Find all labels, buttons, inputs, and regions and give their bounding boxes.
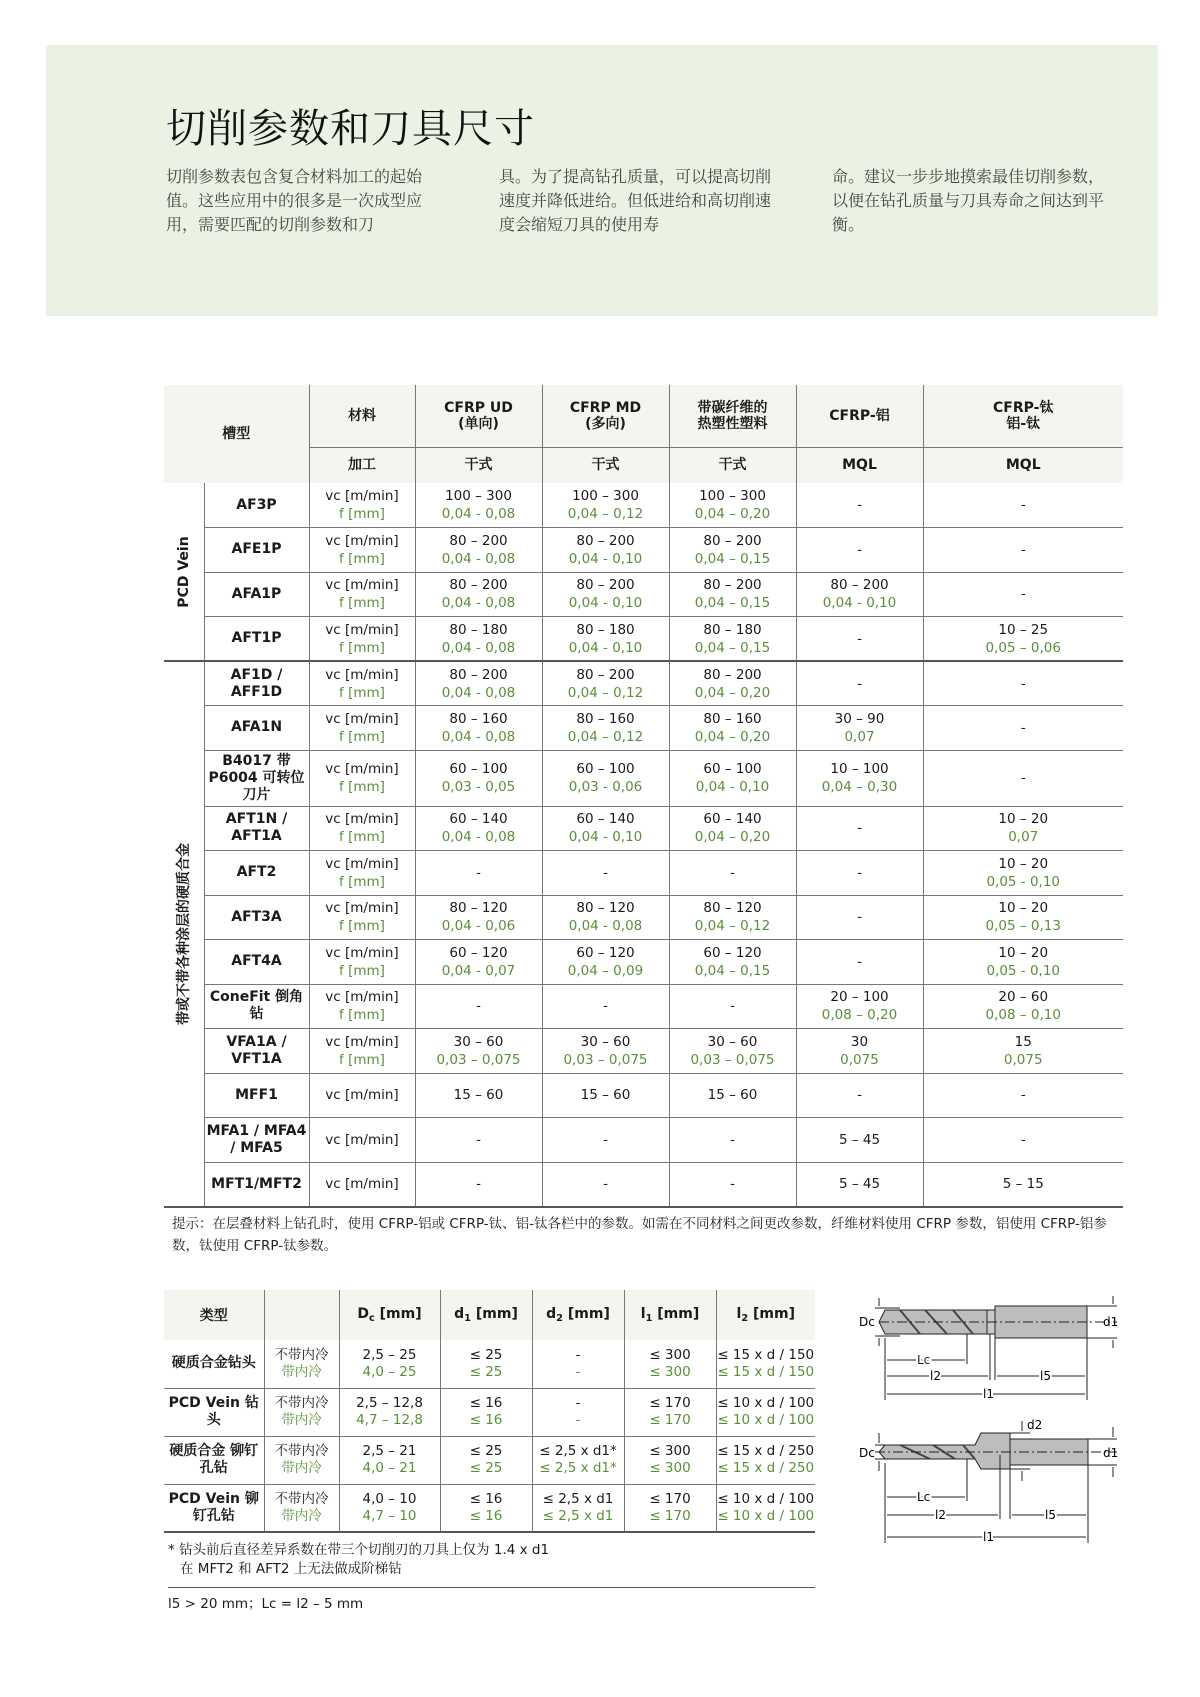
param-labels: vc [m/min] f [mm] xyxy=(309,528,415,573)
param-cell: 80 – 200 0,04 - 0,10 xyxy=(542,572,669,617)
param-cell: 10 – 20 0,05 - 0,10 xyxy=(923,851,1123,896)
header-process: 加工 xyxy=(309,447,415,483)
dim-cell-d2: ≤ 2,5 x d1 ≤ 2,5 x d1 xyxy=(532,1484,624,1532)
header-material: 材料 xyxy=(309,385,415,447)
param-cell: - xyxy=(923,528,1123,573)
dim-cell-d2: - - xyxy=(532,1388,624,1436)
cutting-parameters-table xyxy=(164,385,1123,1208)
table-row xyxy=(164,483,1123,528)
param-cell: - xyxy=(923,661,1123,706)
tool-type: PCD Vein 钻头 xyxy=(164,1388,264,1436)
param-cell: 80 – 160 0,04 – 0,20 xyxy=(669,706,796,751)
dim-cell-d1: ≤ 25 ≤ 25 xyxy=(440,1436,532,1484)
param-cell: - xyxy=(796,617,923,662)
svg-text:d1: d1 xyxy=(1103,1315,1119,1329)
group-label-carbide: 带或不带各种涂层的硬质合金 xyxy=(164,661,204,1207)
groove-name: VFA1A / VFT1A xyxy=(204,1029,309,1074)
dims-header-d1: $d_1$ [mm] xyxy=(440,1290,532,1340)
svg-text:d2: d2 xyxy=(1027,1418,1043,1432)
param-cell: - xyxy=(669,1162,796,1207)
dims-header-d2: $d_2$ [mm] xyxy=(532,1290,624,1340)
dim-cell-l2: ≤ 10 x d / 100 ≤ 10 x d / 100 xyxy=(716,1388,815,1436)
param-cell: 80 – 120 0,04 - 0,08 xyxy=(542,895,669,940)
param-cell: - xyxy=(669,984,796,1029)
cooling-type: 不带内冷 带内冷 xyxy=(264,1484,339,1532)
param-cell: 30 – 90 0,07 xyxy=(796,706,923,751)
svg-text:Lc: Lc xyxy=(917,1490,931,1504)
table-row xyxy=(164,1484,815,1532)
dim-cell-l1: ≤ 300 ≤ 300 xyxy=(624,1436,716,1484)
param-cell: 60 – 100 0,04 - 0,10 xyxy=(669,750,796,806)
groove-name: AFT1N / AFT1A xyxy=(204,806,309,851)
table-row xyxy=(164,661,1123,706)
intro-column-2: 具。为了提高钻孔质量，可以提高切削速度并降低进给。但低进给和高切削速度会缩短刀具的使用寿 xyxy=(499,167,772,234)
header-groove: 槽型 xyxy=(164,385,309,483)
param-cell: - xyxy=(796,661,923,706)
param-cell: - xyxy=(923,750,1123,806)
param-cell: - xyxy=(796,806,923,851)
param-cell: 5 – 45 xyxy=(796,1162,923,1207)
param-cell: 80 – 200 0,04 – 0,15 xyxy=(669,572,796,617)
param-labels: vc [m/min] f [mm] xyxy=(309,851,415,896)
table-row xyxy=(164,1388,815,1436)
header-col-4: CFRP-铝 xyxy=(796,385,923,447)
param-cell: 20 – 60 0,08 – 0,10 xyxy=(923,984,1123,1029)
group-label-pcd-vein: PCD Vein xyxy=(164,483,204,661)
param-labels: vc [m/min] f [mm] xyxy=(309,984,415,1029)
process-col-3: 干式 xyxy=(669,447,796,483)
param-cell: 60 – 140 0,04 - 0,10 xyxy=(542,806,669,851)
groove-name: AF1D / AFF1D xyxy=(204,661,309,706)
param-cell: 80 – 180 0,04 - 0,10 xyxy=(542,617,669,662)
header-col-2: CFRP MD (多向) xyxy=(542,385,669,447)
param-labels: vc [m/min] f [mm] xyxy=(309,617,415,662)
param-labels: vc [m/min] f [mm] xyxy=(309,1029,415,1074)
param-cell: 60 – 100 0,03 - 0,06 xyxy=(542,750,669,806)
param-cell: - xyxy=(542,1118,669,1163)
dim-cell-l2: ≤ 15 x d / 150 ≤ 15 x d / 150 xyxy=(716,1340,815,1388)
param-cell: - xyxy=(415,984,542,1029)
groove-name: ConeFit 倒角钻 xyxy=(204,984,309,1029)
dim-cell-d1: ≤ 16 ≤ 16 xyxy=(440,1388,532,1436)
cooling-type: 不带内冷 带内冷 xyxy=(264,1436,339,1484)
page-title: 切削参数和刀具尺寸 xyxy=(166,106,535,152)
svg-text:Lc: Lc xyxy=(917,1353,931,1367)
table-row xyxy=(164,1118,1123,1163)
param-labels: vc [m/min] f [mm] xyxy=(309,706,415,751)
param-cell: 30 – 60 0,03 – 0,075 xyxy=(669,1029,796,1074)
cooling-type: 不带内冷 带内冷 xyxy=(264,1340,339,1388)
param-labels: vc [m/min] f [mm] xyxy=(309,750,415,806)
param-cell: 5 – 45 xyxy=(796,1118,923,1163)
dim-cell-dc: 2,5 – 25 4,0 – 25 xyxy=(339,1340,440,1388)
table-row xyxy=(164,750,1123,806)
intro-banner xyxy=(46,45,1158,316)
svg-text:l2: l2 xyxy=(935,1508,946,1522)
dim-cell-d1: ≤ 16 ≤ 16 xyxy=(440,1484,532,1532)
param-cell: 80 – 200 0,04 - 0,08 xyxy=(415,572,542,617)
groove-name: B4017 带 P6004 可转位 刀片 xyxy=(204,750,309,806)
groove-name: AFA1P xyxy=(204,572,309,617)
table-row xyxy=(164,1029,1123,1074)
param-cell: 60 – 140 0,04 – 0,20 xyxy=(669,806,796,851)
process-col-2: 干式 xyxy=(542,447,669,483)
table-row xyxy=(164,528,1123,573)
table-row xyxy=(164,706,1123,751)
param-labels: vc [m/min] f [mm] xyxy=(309,940,415,985)
param-labels: vc [m/min] f [mm] xyxy=(309,483,415,528)
param-cell: 80 – 160 0,04 – 0,12 xyxy=(542,706,669,751)
dim-cell-dc: 4,0 – 10 4,7 – 10 xyxy=(339,1484,440,1532)
groove-name: AFE1P xyxy=(204,528,309,573)
dim-cell-l1: ≤ 300 ≤ 300 xyxy=(624,1340,716,1388)
table-row xyxy=(164,940,1123,985)
param-cell: 30 0,075 xyxy=(796,1029,923,1074)
param-labels: vc [m/min] f [mm] xyxy=(309,572,415,617)
groove-name: AF3P xyxy=(204,483,309,528)
param-cell: 80 – 160 0,04 - 0,08 xyxy=(415,706,542,751)
dims-header-dc: $D_c$ [mm] xyxy=(339,1290,440,1340)
tool-type: PCD Vein 铆钉孔钻 xyxy=(164,1484,264,1532)
groove-name: AFA1N xyxy=(204,706,309,751)
dim-cell-l2: ≤ 10 x d / 100 ≤ 10 x d / 100 xyxy=(716,1484,815,1532)
param-cell: 60 – 120 0,04 – 0,15 xyxy=(669,940,796,985)
footnote-3: l5 > 20 mm；Lc = l2 – 5 mm xyxy=(168,1596,364,1612)
param-cell: - xyxy=(796,895,923,940)
groove-name: MFA1 / MFA4 / MFA5 xyxy=(204,1118,309,1163)
dims-header-l1: $l_1$ [mm] xyxy=(624,1290,716,1340)
table-row xyxy=(164,895,1123,940)
param-cell: 80 – 200 0,04 - 0,10 xyxy=(542,528,669,573)
param-cell: 80 – 200 0,04 – 0,20 xyxy=(669,661,796,706)
param-cell: 10 – 20 0,07 xyxy=(923,806,1123,851)
table-row xyxy=(164,1073,1123,1118)
groove-name: AFT3A xyxy=(204,895,309,940)
param-cell: 15 – 60 xyxy=(669,1073,796,1118)
param-cell: 80 – 200 0,04 – 0,15 xyxy=(669,528,796,573)
param-cell: - xyxy=(923,1118,1123,1163)
header-col-5: CFRP-钛 铝-钛 xyxy=(923,385,1123,447)
header-col-1: CFRP UD (单向) xyxy=(415,385,542,447)
param-cell: 10 – 20 0,05 - 0,10 xyxy=(923,940,1123,985)
dim-cell-l1: ≤ 170 ≤ 170 xyxy=(624,1484,716,1532)
param-cell: - xyxy=(923,706,1123,751)
step-drill-diagram-icon xyxy=(855,1415,1130,1555)
dim-cell-l1: ≤ 170 ≤ 170 xyxy=(624,1388,716,1436)
dim-cell-l2: ≤ 15 x d / 250 ≤ 15 x d / 250 xyxy=(716,1436,815,1484)
param-cell: 80 – 180 0,04 - 0,08 xyxy=(415,617,542,662)
table-row xyxy=(164,617,1123,662)
cooling-type: 不带内冷 带内冷 xyxy=(264,1388,339,1436)
param-cell: 5 – 15 xyxy=(923,1162,1123,1207)
dim-cell-dc: 2,5 – 12,8 4,7 – 12,8 xyxy=(339,1388,440,1436)
svg-text:l2: l2 xyxy=(930,1369,941,1383)
param-cell: 100 – 300 0,04 – 0,20 xyxy=(669,483,796,528)
svg-text:Dc: Dc xyxy=(859,1446,875,1460)
dims-header-type: 类型 xyxy=(164,1290,264,1340)
process-col-1: 干式 xyxy=(415,447,542,483)
param-labels: vc [m/min] f [mm] xyxy=(309,661,415,706)
param-cell: 80 – 120 0,04 - 0,06 xyxy=(415,895,542,940)
param-cell: 30 – 60 0,03 – 0,075 xyxy=(415,1029,542,1074)
param-cell: - xyxy=(796,528,923,573)
svg-text:l5: l5 xyxy=(1040,1369,1051,1383)
param-cell: 15 – 60 xyxy=(542,1073,669,1118)
param-cell: 80 – 200 0,04 – 0,12 xyxy=(542,661,669,706)
param-cell: - xyxy=(542,851,669,896)
param-cell: 10 – 100 0,04 – 0,30 xyxy=(796,750,923,806)
dim-cell-dc: 2,5 – 21 4,0 – 21 xyxy=(339,1436,440,1484)
header-col-3: 带碳纤维的 热塑性塑料 xyxy=(669,385,796,447)
footnote-2: 在 MFT2 和 AFT2 上无法做成阶梯钻 xyxy=(180,1561,402,1577)
dim-cell-d1: ≤ 25 ≤ 25 xyxy=(440,1340,532,1388)
groove-name: MFT1/MFT2 xyxy=(204,1162,309,1207)
param-cell: - xyxy=(542,984,669,1029)
footnote-step-drill xyxy=(168,1541,815,1588)
footnote-1: * 钻头前后直径差异系数在带三个切削刃的刀具上仅为 1.4 x d1 xyxy=(168,1542,550,1558)
param-cell: 80 – 120 0,04 – 0,12 xyxy=(669,895,796,940)
tool-type: 硬质合金钻头 xyxy=(164,1340,264,1388)
param-cell: 10 – 20 0,05 – 0,13 xyxy=(923,895,1123,940)
tool-dimensions-table xyxy=(164,1290,815,1533)
drill-diagram-icon xyxy=(855,1288,1130,1413)
process-col-4: MQL xyxy=(796,447,923,483)
param-cell: - xyxy=(796,851,923,896)
param-labels: vc [m/min] xyxy=(309,1073,415,1118)
param-cell: - xyxy=(796,940,923,985)
intro-column-3: 命。建议一步步地摸索最佳切削参数，以便在钻孔质量与刀具寿命之间达到平衡。 xyxy=(832,167,1105,234)
param-cell: 15 – 60 xyxy=(415,1073,542,1118)
param-cell: 20 – 100 0,08 – 0,20 xyxy=(796,984,923,1029)
param-cell: - xyxy=(923,483,1123,528)
table-row xyxy=(164,1162,1123,1207)
param-cell: - xyxy=(415,1162,542,1207)
param-cell: - xyxy=(796,1073,923,1118)
param-labels: vc [m/min] f [mm] xyxy=(309,806,415,851)
param-labels: vc [m/min] xyxy=(309,1162,415,1207)
param-labels: vc [m/min] f [mm] xyxy=(309,895,415,940)
dims-header-cooling xyxy=(264,1290,339,1340)
table-row xyxy=(164,1436,815,1484)
svg-text:l1: l1 xyxy=(983,1530,994,1544)
param-cell: - xyxy=(415,851,542,896)
param-cell: - xyxy=(796,483,923,528)
param-cell: - xyxy=(923,572,1123,617)
table-row xyxy=(164,806,1123,851)
param-labels: vc [m/min] xyxy=(309,1118,415,1163)
param-cell: 10 – 25 0,05 – 0,06 xyxy=(923,617,1123,662)
param-cell: - xyxy=(669,1118,796,1163)
dims-header-l2: $l_2$ [mm] xyxy=(716,1290,815,1340)
param-cell: 30 – 60 0,03 – 0,075 xyxy=(542,1029,669,1074)
tool-type: 硬质合金 铆钉孔钻 xyxy=(164,1436,264,1484)
param-cell: - xyxy=(542,1162,669,1207)
param-cell: 80 – 180 0,04 – 0,15 xyxy=(669,617,796,662)
param-cell: 100 – 300 0,04 – 0,12 xyxy=(542,483,669,528)
svg-text:l5: l5 xyxy=(1045,1508,1056,1522)
param-cell: - xyxy=(415,1118,542,1163)
dim-cell-d2: - - xyxy=(532,1340,624,1388)
groove-name: MFF1 xyxy=(204,1073,309,1118)
table-row xyxy=(164,851,1123,896)
table-row xyxy=(164,572,1123,617)
param-cell: 60 – 120 0,04 - 0,07 xyxy=(415,940,542,985)
table-row xyxy=(164,984,1123,1029)
param-cell: 80 – 200 0,04 - 0,08 xyxy=(415,661,542,706)
groove-name: AFT1P xyxy=(204,617,309,662)
svg-text:Dc: Dc xyxy=(859,1315,875,1329)
layered-material-note: 提示：在层叠材料上钻孔时，使用 CFRP-铝或 CFRP-钛、铝-钛各栏中的参数。如需在不同材料之间更改参数，纤维材料使用 CFRP 参数，铝使用 CFRP-铝参数，钛使用 CFRP-钛参数。 xyxy=(172,1216,1107,1254)
param-cell: 15 0,075 xyxy=(923,1029,1123,1074)
intro-column-1: 切削参数表包含复合材料加工的起始值。这些应用中的很多是一次成型应用，需要匹配的切削参数和刀 xyxy=(166,167,423,234)
param-cell: 100 – 300 0,04 - 0,08 xyxy=(415,483,542,528)
param-cell: 80 – 200 0,04 - 0,08 xyxy=(415,528,542,573)
table-row xyxy=(164,1340,815,1388)
svg-text:d1: d1 xyxy=(1103,1446,1119,1460)
groove-name: AFT2 xyxy=(204,851,309,896)
param-cell: 60 – 140 0,04 - 0,08 xyxy=(415,806,542,851)
param-cell: - xyxy=(669,851,796,896)
param-cell: 60 – 100 0,03 - 0,05 xyxy=(415,750,542,806)
svg-text:l1: l1 xyxy=(983,1387,994,1401)
dim-cell-d2: ≤ 2,5 x d1* ≤ 2,5 x d1* xyxy=(532,1436,624,1484)
process-col-5: MQL xyxy=(923,447,1123,483)
param-cell: 60 – 120 0,04 – 0,09 xyxy=(542,940,669,985)
groove-name: AFT4A xyxy=(204,940,309,985)
param-cell: - xyxy=(923,1073,1123,1118)
param-cell: 80 – 200 0,04 - 0,10 xyxy=(796,572,923,617)
